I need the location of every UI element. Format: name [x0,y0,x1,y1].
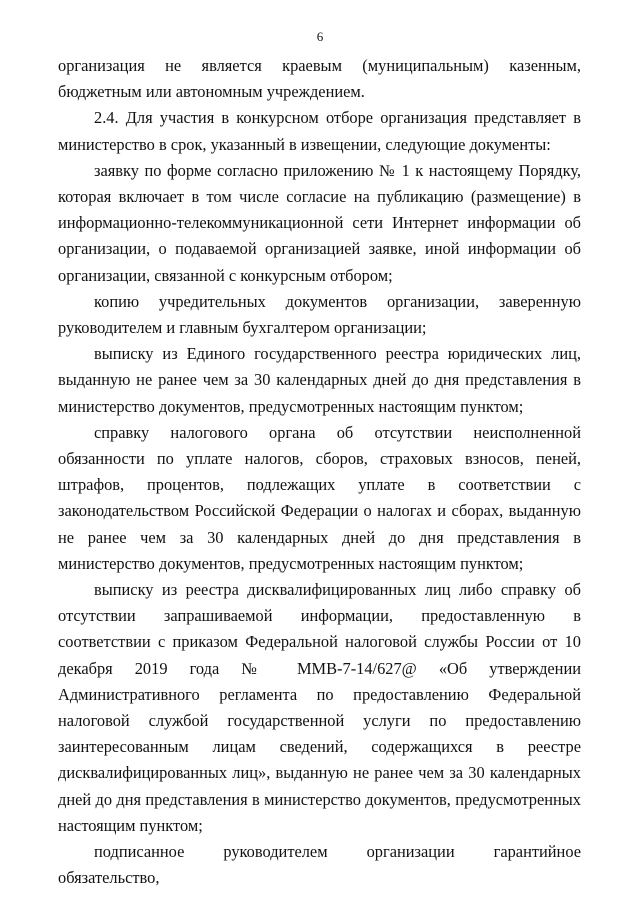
page-number: 6 [316,29,324,44]
paragraph-founding-documents: копию учредительных документов организации, заверенную руководителем и главным бухгалтером организации; [58,291,581,338]
paragraph-clause-2-4: 2.4. Для участия в конкурсном отборе организация представляет в министерство в срок, указанный в извещении, следующие документы: [58,108,581,154]
paragraph-continuation: организация не является краевым (муниципальным) казенным, бюджетным или автономным учреждением. [58,56,581,102]
paragraph-disqualified-registry: выписку из реестра дисквалифицированных лиц либо справку об отсутствии запрашиваемой информации, предоставленную в соответствии с приказом Федеральной налоговой службы России от 10 декабря 2019 года № ММВ-7-14/627@ «Об утверждении Административного регламента по предоставлению Федеральной налоговой службой государственной услуги по предоставлению заинтересованным лицам сведений, содержащихся в реестре дисквалифицированных лиц», выданную не ранее чем за 30 календарных дней до дня представления в министерство документов, предусмотренных настоящим пунктом; [58,580,581,835]
paragraph-guarantee-obligation: подписанное руководителем организации гарантийное обязательство, [58,842,581,888]
paragraph-application-form: заявку по форме согласно приложению № 1 к настоящему Порядку, которая включает в том числе согласие на публикацию (размещение) в информационно-телекоммуникационной сети Интернет информации об организации, о подаваемой организацией заявке, иной информации об организации, связанной с конкурсным отбором; [58,160,581,285]
paragraph-egrul-extract: выписку из Единого государственного реестра юридических лиц, выданную не ранее чем за 30 календарных дней до дня представления в министерство документов, предусмотренных настоящим пунктом; [58,344,581,416]
document-body [58,53,581,892]
paragraph-tax-certificate: справку налогового органа об отсутствии неисполненной обязанности по уплате налогов, сборов, страховых взносов, пеней, штрафов, процентов, подлежащих уплате в соответствии с законодательством Российской Федерации о налогах и сборах, выданную не ранее чем за 30 календарных дней до дня представления в министерство документов, предусмотренных настоящим пунктом; [58,422,581,573]
